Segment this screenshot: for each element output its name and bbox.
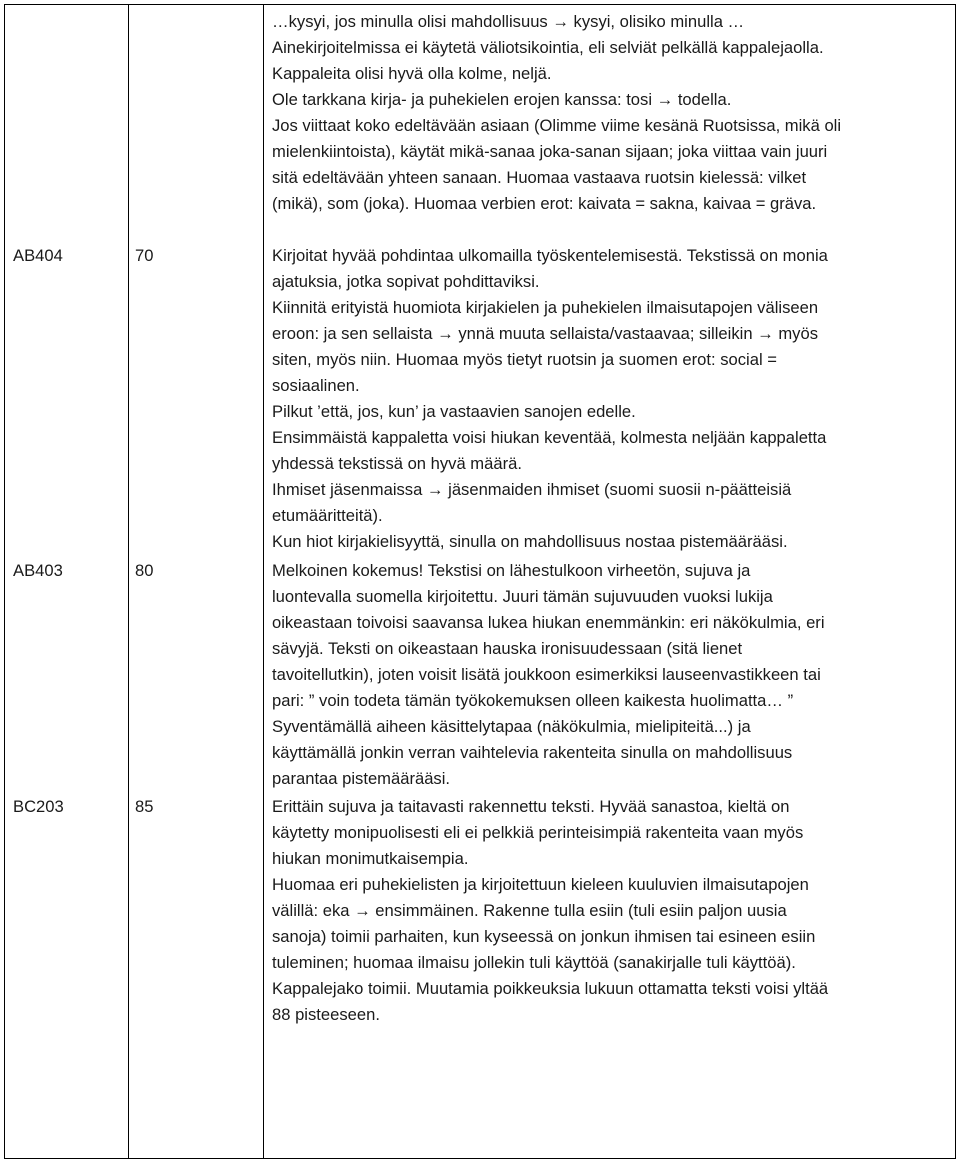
feedback-line: Erittäin sujuva ja taitavasti rakennettu teksti. Hyvää sanastoa, kieltä on [272,797,790,816]
feedback-text [272,243,952,555]
feedback-line: eroon: ja sen sellaista → ynnä muuta sellaista/vastaavaa; silleikin → myös [272,324,819,343]
feedback-line: siten, myös niin. Huomaa myös tietyt ruotsin ja suomen erot: social = [272,350,777,369]
feedback-line: Kappalejako toimii. Muutamia poikkeuksia lukuun ottamatta teksti voisi yltää [272,979,829,998]
feedback-line: Kirjoitat hyvää pohdintaa ulkomailla työskentelemisestä. Tekstissä on monia [272,246,828,265]
feedback-line: (mikä), som (joka). Huomaa verbien erot: kaivata = sakna, kaivaa = gräva. [272,194,817,213]
feedback-line: hiukan monimutkaisempia. [272,849,469,868]
column-divider [128,5,129,1158]
feedback-line: mielenkiintoista), käytät mikä-sanaa joka-sanan sijaan; joka viittaa vain juuri [272,142,828,161]
feedback-line: Syventämällä aiheen käsittelytapaa (näkökulmia, mielipiteitä...) ja [272,717,751,736]
feedback-line: sävyjä. Teksti on oikeastaan hauska ironisuudessaan (sitä lienet [272,639,743,658]
feedback-line: parantaa pistemäärääsi. [272,769,451,788]
feedback-line: Ensimmäistä kappaletta voisi hiukan keventää, kolmesta neljään kappaletta [272,428,827,447]
feedback-line: oikeastaan toivoisi saavansa lukea hiukan enemmänkin: eri näkökulmia, eri [272,613,825,632]
feedback-text [272,558,952,792]
feedback-line: Ihmiset jäsenmaissa → jäsenmaiden ihmiset (suomi suosii n-päätteisiä [272,480,792,499]
score: 70 [135,246,154,265]
student-code: AB404 [13,246,63,265]
feedback-table [4,4,956,1159]
feedback-line: tuleminen; huomaa ilmaisu jollekin tuli käyttöä (sanakirjalle tuli käyttöä). [272,953,796,972]
feedback-line: sanoja) toimii parhaiten, kun kyseessä on jonkun ihmisen tai esineen esiin [272,927,816,946]
feedback-line: sosiaalinen. [272,376,360,395]
feedback-line: Kappaleita olisi hyvä olla kolme, neljä. [272,64,552,83]
feedback-line: 88 pisteeseen. [272,1005,380,1024]
feedback-text [272,794,952,1028]
score: 85 [135,797,154,816]
feedback-line: Melkoinen kokemus! Tekstisi on lähestulkoon virheetön, sujuva ja [272,561,751,580]
feedback-text [272,9,952,217]
feedback-line: Huomaa eri puhekielisten ja kirjoitettuun kieleen kuuluvien ilmaisutapojen [272,875,809,894]
feedback-line: välillä: eka → ensimmäinen. Rakenne tulla esiin (tuli esiin paljon uusia [272,901,787,920]
student-code: AB403 [13,561,63,580]
column-divider [263,5,264,1158]
feedback-line: Pilkut ’että, jos, kun’ ja vastaavien sanojen edelle. [272,402,636,421]
feedback-line: tavoitellutkin), joten voisit lisätä joukkoon esimerkiksi lauseenvastikkeen tai [272,665,821,684]
feedback-line: Ole tarkkana kirja- ja puhekielen erojen kanssa: tosi → todella. [272,90,732,109]
feedback-line: …kysyi, jos minulla olisi mahdollisuus → kysyi, olisiko minulla … [272,12,745,31]
score: 80 [135,561,154,580]
feedback-line: Ainekirjoitelmissa ei käytetä väliotsikointia, eli selviät pelkällä kappalejaolla. [272,38,824,57]
feedback-line: Kun hiot kirjakielisyyttä, sinulla on mahdollisuus nostaa pistemäärääsi. [272,532,788,551]
student-code: BC203 [13,797,64,816]
feedback-line: ajatuksia, jotka sopivat pohdittaviksi. [272,272,540,291]
feedback-line: luontevalla suomella kirjoitettu. Juuri tämän sujuvuuden vuoksi lukija [272,587,773,606]
feedback-line: Jos viittaat koko edeltävään asiaan (Olimme viime kesänä Ruotsissa, mikä oli [272,116,842,135]
feedback-line: Kiinnitä erityistä huomiota kirjakielen ja puhekielen ilmaisutapojen väliseen [272,298,819,317]
feedback-line: käytetty monipuolisesti eli ei pelkkiä perinteisimpiä rakenteita vaan myös [272,823,804,842]
feedback-line: etumääritteitä). [272,506,383,525]
feedback-line: sitä edeltävään yhteen sanaan. Huomaa vastaava ruotsin kielessä: vilket [272,168,807,187]
feedback-line: yhdessä tekstissä on hyvä määrä. [272,454,522,473]
feedback-line: pari: ” voin todeta tämän työkokemuksen olleen kaikesta huolimatta… ” [272,691,794,710]
feedback-line: käyttämällä jonkin verran vaihtelevia rakenteita sinulla on mahdollisuus [272,743,793,762]
